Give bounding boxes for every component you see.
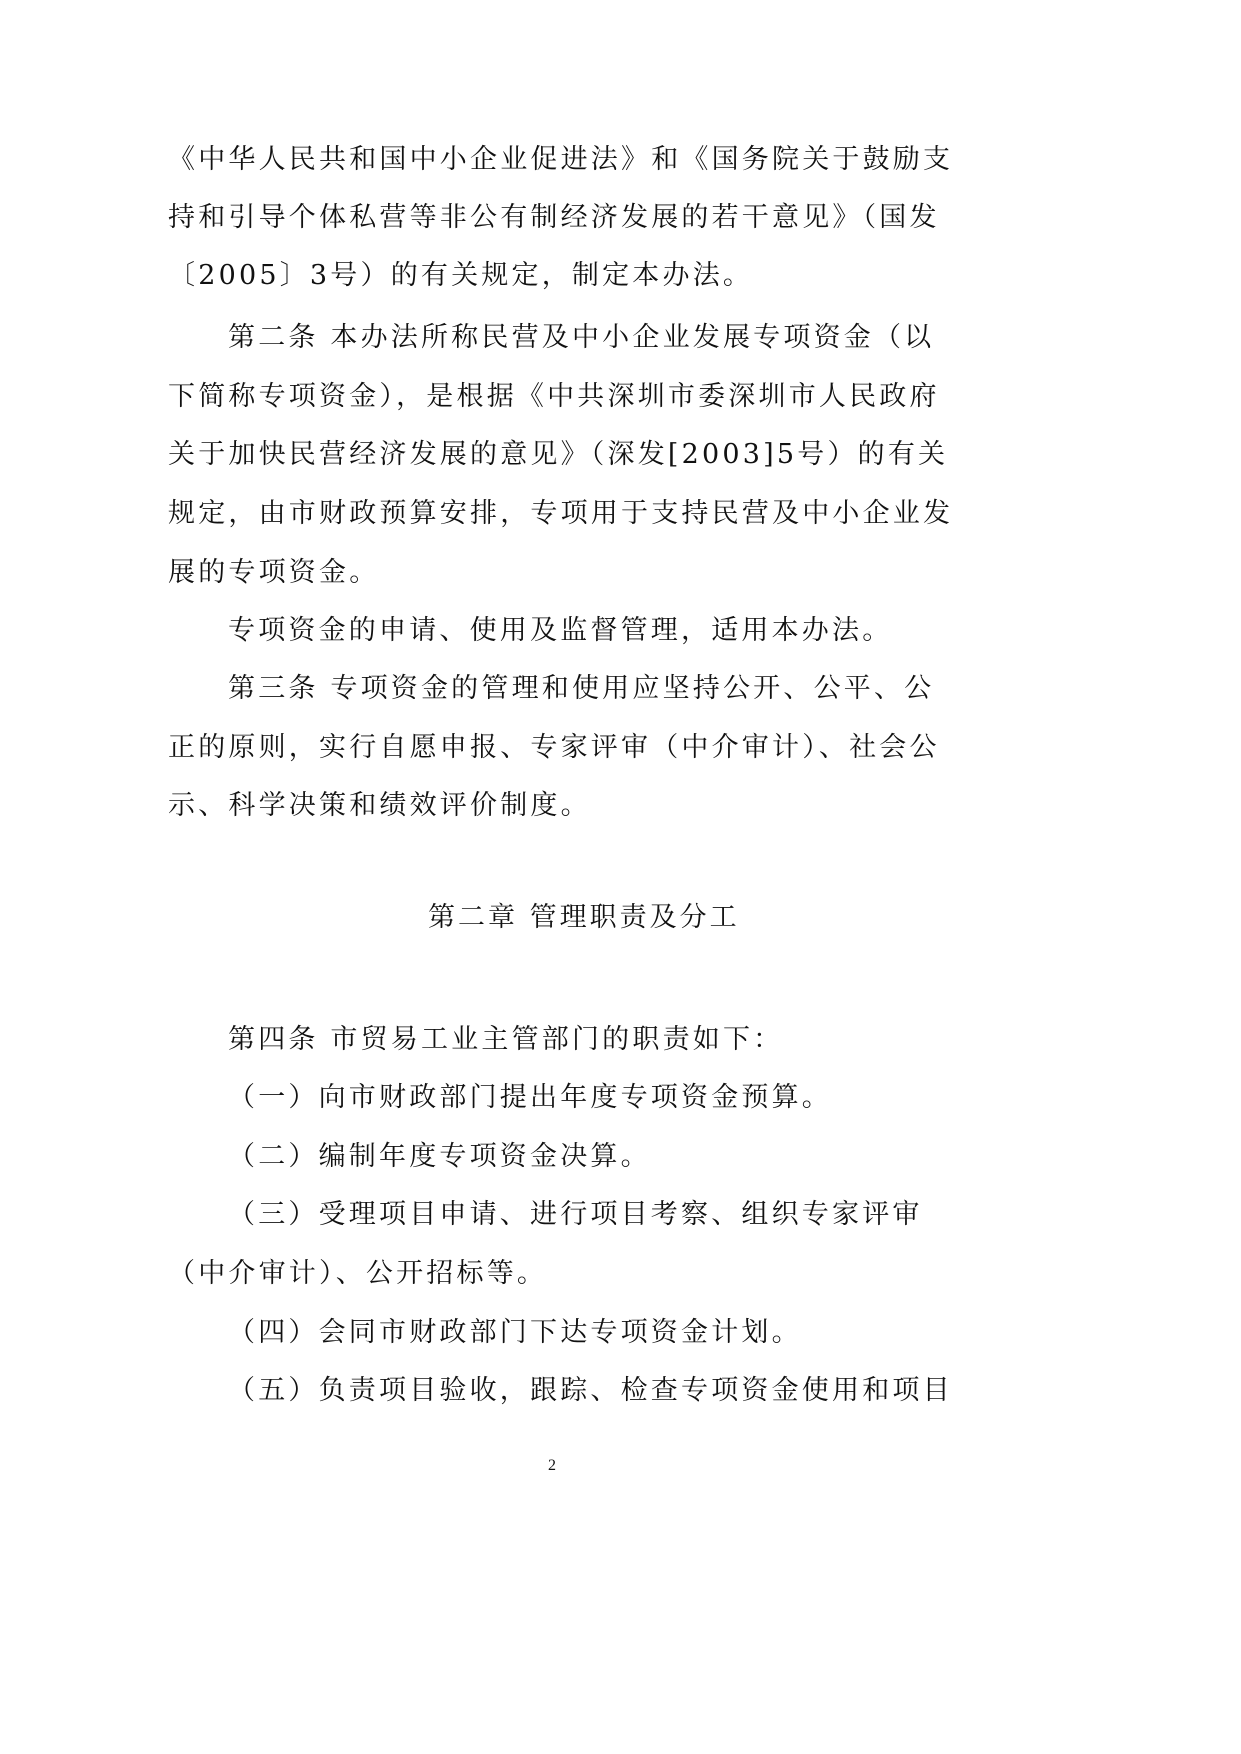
paragraph-line: 〔2005〕3号）的有关规定，制定本办法。 (168, 260, 754, 291)
paragraph-line: 专项资金的申请、使用及监督管理，适用本办法。 (228, 615, 893, 646)
list-item-continuation: （中介审计）、公开招标等。 (168, 1258, 548, 1289)
list-item: （二）编制年度专项资金决算。 (228, 1141, 651, 1172)
paragraph-line: 规定，由市财政预算安排，专项用于支持民营及中小企业发 (168, 498, 954, 529)
list-item: （三）受理项目申请、进行项目考察、组织专家评审 (228, 1199, 923, 1230)
article-4-line: 第四条 市贸易工业主管部门的职责如下： (228, 1024, 784, 1055)
paragraph-line: 关于加快民营经济发展的意见》（深发[2003]5号）的有关 (168, 439, 949, 470)
article-2-line: 第二条 本办法所称民营及中小企业发展专项资金（以 (228, 322, 935, 353)
list-item: （五）负责项目验收，跟踪、检查专项资金使用和项目 (228, 1375, 953, 1406)
paragraph-line: 《中华人民共和国中小企业促进法》和《国务院关于鼓励支 (168, 144, 954, 175)
page-number: 2 (548, 1457, 556, 1474)
paragraph-line: 下简称专项资金），是根据《中共深圳市委深圳市人民政府 (168, 381, 940, 412)
paragraph-line: 示、科学决策和绩效评价制度。 (168, 790, 591, 821)
paragraph-line: 持和引导个体私营等非公有制经济发展的若干意见》（国发 (168, 202, 940, 233)
paragraph-line: 展的专项资金。 (168, 557, 380, 588)
chapter-heading: 第二章 管理职责及分工 (428, 902, 740, 933)
list-item: （四）会同市财政部门下达专项资金计划。 (228, 1317, 802, 1348)
list-item: （一）向市财政部门提出年度专项资金预算。 (228, 1082, 832, 1113)
article-3-line: 第三条 专项资金的管理和使用应坚持公开、公平、公 (228, 673, 935, 704)
paragraph-line: 正的原则，实行自愿申报、专家评审（中介审计）、社会公 (168, 732, 940, 763)
